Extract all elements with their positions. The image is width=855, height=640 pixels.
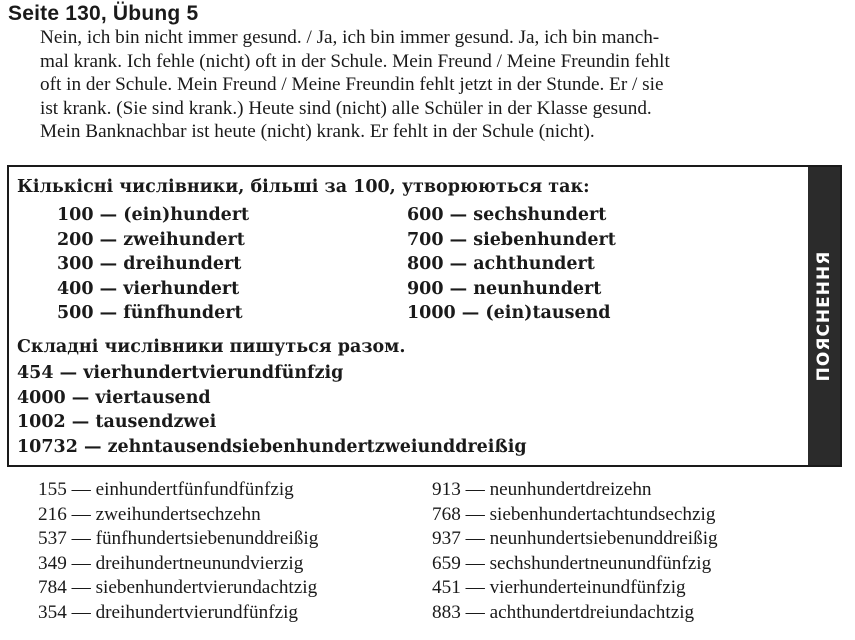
- rule-title: Кількісні числівники, більші за 100, утворюються так:: [17, 177, 590, 197]
- number-row: 500 — fünfhundert: [57, 303, 243, 323]
- number-row: 600 — sechshundert: [407, 205, 607, 225]
- answer-paragraph: [40, 26, 845, 144]
- exercise-row: 784 — siebenhundertvierundachtzig: [38, 577, 318, 598]
- number-row: 300 — dreihundert: [57, 254, 242, 274]
- explanation-content: [9, 167, 809, 465]
- paragraph-line: mal krank. Ich fehle (nicht) oft in der Schule. Mein Freund / Meine Freundin fehlt: [40, 50, 670, 72]
- paragraph-line: ist krank. (Sie sind krank.) Heute sind (nicht) alle Schüler in der Klasse gesund.: [40, 97, 652, 119]
- paragraph-line: oft in der Schule. Mein Freund / Meine Freundin fehlt jetzt in der Stunde. Er / sie: [40, 74, 664, 96]
- exercise-row: 537 — fünfhundertsiebenunddreißig: [38, 528, 319, 549]
- compound-row: 454 — vierhundertvierundfünfzig: [17, 363, 344, 383]
- compound-row: 10732 — zehntausendsiebenhundertzweiunddreißig: [17, 436, 527, 457]
- explanation-box: [7, 165, 842, 467]
- number-row: 800 — achthundert: [407, 254, 595, 274]
- exercise-row: 354 — dreihundertvierundfünfzig: [38, 601, 299, 623]
- number-row: 100 — (ein)hundert: [57, 205, 250, 225]
- compound-title: Складні числівники пишуться разом.: [17, 337, 406, 357]
- paragraph-line: Mein Banknachbar ist heute (nicht) krank. Er fehlt in der Schule (nicht).: [40, 121, 595, 143]
- exercise-row: 659 — sechshundertneunundfünfzig: [432, 552, 712, 574]
- exercise-row: 216 — zweihundertsechzehn: [38, 503, 261, 525]
- paragraph-line: Nein, ich bin nicht immer gesund. / Ja, ich bin immer gesund. Ja, ich bin manch-: [40, 27, 660, 48]
- compound-examples: [17, 361, 527, 459]
- number-row: 1000 — (ein)tausend: [407, 303, 611, 323]
- exercise-row: 913 — neunhundertdreizehn: [432, 479, 652, 500]
- exercise-row: 768 — siebenhundertachtundsechzig: [432, 503, 716, 525]
- compound-row: 1002 — tausendzwei: [17, 412, 217, 432]
- hundreds-right-column: [407, 203, 616, 326]
- exercise-row: 349 — dreihundertneunundvierzig: [38, 552, 304, 574]
- exercise-row: 883 — achthundertdreiundachtzig: [432, 601, 695, 623]
- hundreds-left-column: [57, 203, 249, 326]
- exercise-row: 155 — einhundertfünfundfünfzig: [38, 479, 294, 500]
- exercise-row: 937 — neunhundertsiebenunddreißig: [432, 528, 718, 549]
- page-heading: Seite 130, Übung 5: [8, 2, 199, 25]
- exercise-row: 451 — vierhunderteinundfünfzig: [432, 577, 686, 598]
- compound-row: 4000 — viertausend: [17, 387, 211, 408]
- exercise-left-column: [38, 478, 318, 625]
- number-row: 400 — vierhundert: [57, 278, 240, 299]
- number-row: 200 — zweihundert: [57, 229, 245, 250]
- explanation-sidebar: [808, 167, 840, 465]
- sidebar-label: ПОЯСНЕННЯ: [814, 250, 834, 382]
- number-row: 700 — siebenhundert: [407, 229, 616, 250]
- exercise-right-column: [432, 478, 718, 625]
- number-row: 900 — neunhundert: [407, 278, 602, 299]
